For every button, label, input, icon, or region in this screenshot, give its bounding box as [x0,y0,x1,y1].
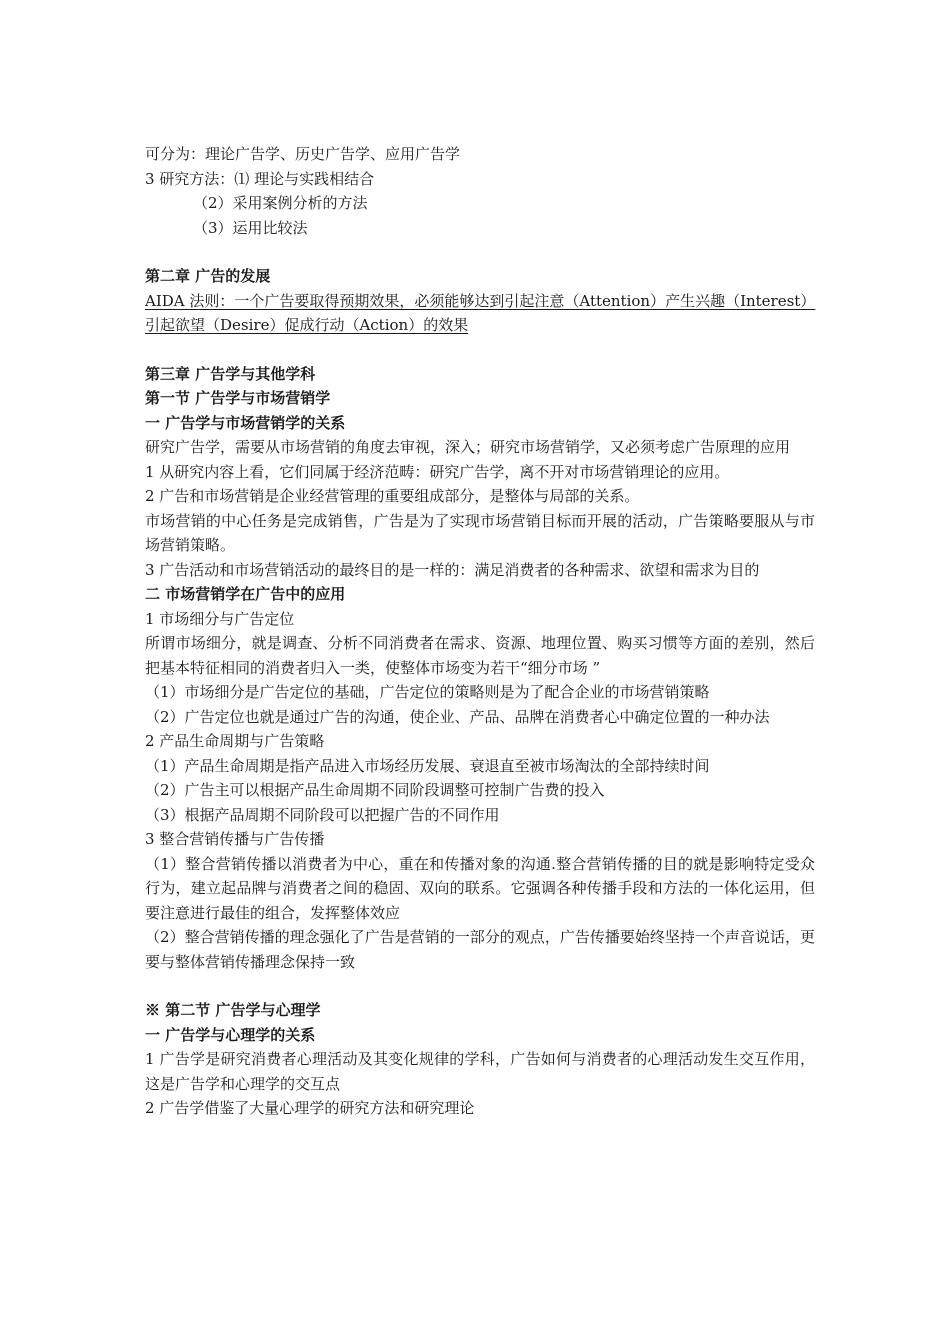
subsection-3-heading: 一 广告学与心理学的关系 [145,1025,316,1044]
paragraph: （1）产品生命周期是指产品进入市场经历发展、衰退直至被市场淘汰的全部持续时间 [145,756,710,775]
paragraph: 2 广告和市场营销是企业经营管理的重要组成部分，是整体与局部的关系。 [145,487,640,505]
paragraph: （2）广告主可以根据产品生命周期不同阶段调整可控制广告费的投入 [145,781,605,799]
chapter-3-heading: 第三章 广告学与其他学科 [145,364,316,383]
spacer [145,974,815,998]
aida-rule-line-1: AIDA 法则：一个广告要取得预期效果，必须能够达到引起注意（Attention）产生兴趣（Interest） [145,291,816,310]
method-3-line: （3）运用比较法 [193,218,308,237]
paragraph: 所谓市场细分，就是调查、分析不同消费者在需求、资源、地理位置、购买习惯等方面的差别，然后把基本特征相同的消费者归入一类，使整体市场变为若干“细分市场 ” [145,634,815,677]
paragraph: （1）整合营销传播以消费者为中心，重在和传播对象的沟通.整合营销传播的目的就是影响特定受众行为，建立起品牌与消费者之间的稳固、双向的联系。它强调各种传播手段和方法的一体化运用，但要注意进行最佳的组合，发挥整体效应 [145,854,815,922]
paragraph: 1 广告学是研究消费者心理活动及其变化规律的学科，广告如何与消费者的心理活动发生交互作用，这是广告学和心理学的交互点 [145,1050,815,1093]
document-body [145,142,815,1121]
paragraph: 研究广告学，需要从市场营销的角度去审视，深入；研究市场营销学，又必须考虑广告原理的应用 [145,438,791,456]
paragraph: 3 整合营销传播与广告传播 [145,830,325,848]
subsection-1-heading: 一 广告学与市场营销学的关系 [145,413,346,432]
paragraph: 3 广告活动和市场营销活动的最终目的是一样的：满足消费者的各种需求、欲望和需求为目的 [145,560,760,579]
spacer [145,240,815,264]
paragraph: （2）整合营销传播的理念强化了广告是营销的一部分的观点，广告传播要始终坚持一个声音说话，更要与整体营销传播理念保持一致 [145,928,815,971]
aida-rule-line-2 [145,313,815,338]
paragraph: 2 广告学借鉴了大量心理学的研究方法和研究理论 [145,1099,475,1117]
paragraph: （1）市场细分是广告定位的基础，广告定位的策略则是为了配合企业的市场营销策略 [145,683,710,701]
section-1-heading: 第一节 广告学与市场营销学 [145,389,331,407]
paragraph: 1 市场细分与广告定位 [145,609,295,628]
paragraph: 1 从研究内容上看，它们同属于经济范畴：研究广告学，离不开对市场营销理论的应用。 [145,462,730,481]
spacer [145,338,815,362]
paragraph: 2 产品生命周期与广告策略 [145,732,325,750]
section-2-heading: ※ 第二节 广告学与心理学 [145,1001,321,1019]
method-2-line: （2）采用案例分析的方法 [193,194,368,212]
subsection-2-heading: 二 市场营销学在广告中的应用 [145,585,346,603]
aida-rule-text-2: 引起欲望（Desire）促成行动（Action）的效果 [145,316,469,334]
chapter-2-heading: 第二章 广告的发展 [145,267,271,285]
research-methods-line: 3 研究方法：⑴ 理论与实践相结合 [145,169,375,188]
classification-line: 可分为：理论广告学、历史广告学、应用广告学 [145,145,461,163]
paragraph: 市场营销的中心任务是完成销售，广告是为了实现市场营销目标而开展的活动，广告策略要服从与市场营销策略。 [145,511,815,554]
paragraph: （2）广告定位也就是通过广告的沟通，使企业、产品、品牌在消费者心中确定位置的一种办法 [145,707,770,726]
paragraph: （3）根据产品周期不同阶段可以把握广告的不同作用 [145,805,500,824]
